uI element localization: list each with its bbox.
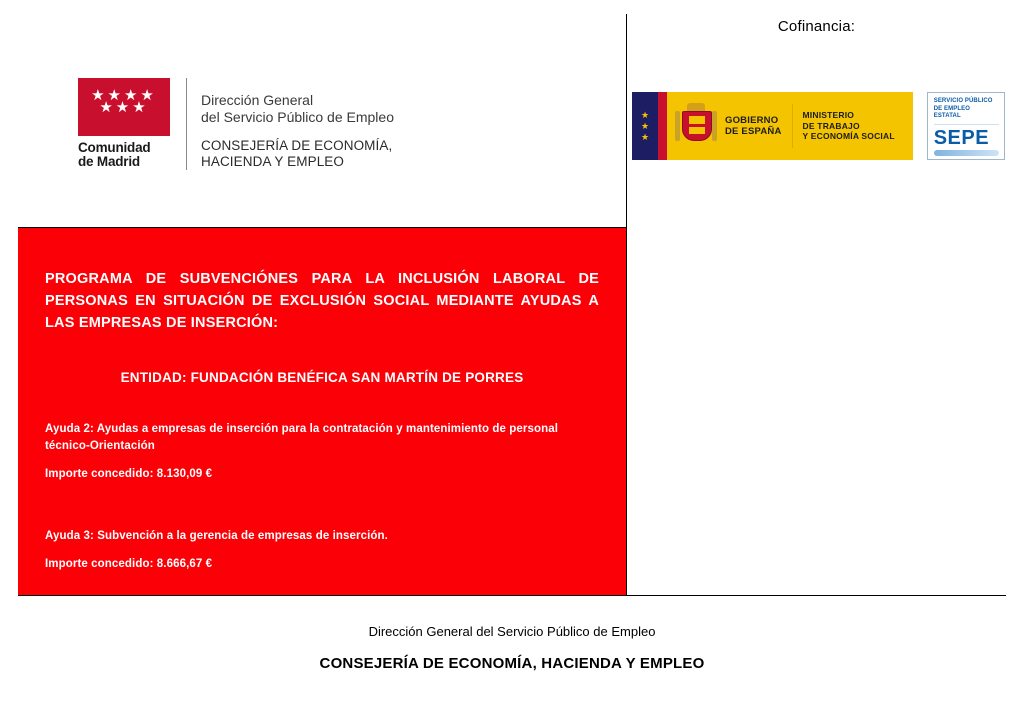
aid-3-amount-prefix: Importe concedido: <box>45 558 157 570</box>
madrid-flag-icon <box>78 78 170 136</box>
crown-shape <box>687 103 705 111</box>
consejeria-line1: CONSEJERÍA DE ECONOMÍA, <box>201 138 393 153</box>
direccion-general-line1: Dirección General <box>201 92 314 108</box>
document-footer <box>18 595 1006 686</box>
gobierno-label <box>725 115 782 137</box>
eu-flag-icon <box>632 92 658 160</box>
madrid-logo-text <box>201 78 394 170</box>
aid-item-2 <box>45 421 599 480</box>
madrid-wordmark-line2: de Madrid <box>78 154 140 169</box>
madrid-wordmark-line1: Comunidad <box>78 140 151 155</box>
madrid-stars-row1: ★★★★ <box>91 87 157 104</box>
aid-2-description: Ayuda 2: Ayudas a empresas de inserción para la contratación y mantenimiento de personal técnico-Orientación <box>45 423 559 452</box>
sepe-rule <box>934 124 999 125</box>
aid-3-amount <box>45 558 599 570</box>
spain-coat-of-arms-icon <box>675 103 717 149</box>
madrid-stars-row2: ★★★ <box>99 99 149 116</box>
gobierno-label-line1: GOBIERNO <box>725 115 779 126</box>
aid-item-3 <box>45 528 599 570</box>
consejeria-block <box>201 138 394 170</box>
cofinancing-logos <box>632 92 1005 160</box>
ministerio-label-line2: DE TRABAJO <box>802 120 860 131</box>
footer-line-1: Dirección General del Servicio Público de Empleo <box>368 624 656 639</box>
aid-2-amount: Importe concedido: 8.130,09 € <box>45 468 213 480</box>
footer-line-2: CONSEJERÍA DE ECONOMÍA, HACIENDA Y EMPLEO <box>319 655 705 672</box>
program-title: PROGRAMA DE SUBVENCIÓNES PARA LA INCLUSIÓN LABORAL DE PERSONAS EN SITUACIÓN DE EXCLUSIÓN SOCIAL MEDIANTE AYUDAS A LAS EMPRESAS DE INSERCIÓN: <box>45 271 599 331</box>
sepe-wordmark: SEPE <box>933 126 990 149</box>
sepe-logo <box>927 92 1005 160</box>
gobierno-de-espana-logo <box>632 92 913 160</box>
eu-star-icon: ★ <box>640 131 650 142</box>
direccion-general-line2: del Servicio Público de Empleo <box>201 109 394 125</box>
eu-star-icon: ★ <box>640 109 650 120</box>
madrid-wordmark <box>78 141 170 169</box>
spain-red-bar <box>658 92 667 160</box>
sepe-wave-icon <box>934 150 999 156</box>
madrid-flag-mark <box>78 78 170 169</box>
ministerio-divider <box>792 104 793 148</box>
sepe-subtitle-line1: SERVICIO PÚBLICO <box>933 98 993 104</box>
eu-star-icon: ★ <box>640 120 650 131</box>
gobierno-inner <box>667 92 913 160</box>
ministerio-label-line1: MINISTERIO <box>802 110 855 121</box>
comunidad-de-madrid-logo <box>78 78 394 170</box>
consejeria-line2: HACIENDA Y EMPLEO <box>201 154 345 169</box>
sepe-subtitle-line2: DE EMPLEO ESTATAL <box>933 105 970 119</box>
shield-shape <box>682 111 712 141</box>
pillar-left-shape <box>675 111 680 141</box>
direccion-general-block <box>201 92 394 126</box>
aid-3-amount-value: 8.666,67 € <box>156 558 213 570</box>
cofinancia-label: Cofinancia: <box>777 18 856 35</box>
pillar-right-shape <box>712 111 717 141</box>
gobierno-label-line2: DE ESPAÑA <box>725 126 782 137</box>
ministerio-label <box>803 110 905 142</box>
madrid-stars <box>78 87 170 116</box>
aid-3-description: Ayuda 3: Subvención a la gerencia de empresas de inserción. <box>45 530 388 542</box>
sepe-subtitle <box>934 98 999 121</box>
entity-name: ENTIDAD: FUNDACIÓN BENÉFICA SAN MARTÍN DE PORRES <box>120 370 524 385</box>
logo-divider <box>186 78 187 170</box>
ministerio-label-line3: Y ECONOMÍA SOCIAL <box>802 131 895 142</box>
program-red-panel <box>18 228 627 595</box>
